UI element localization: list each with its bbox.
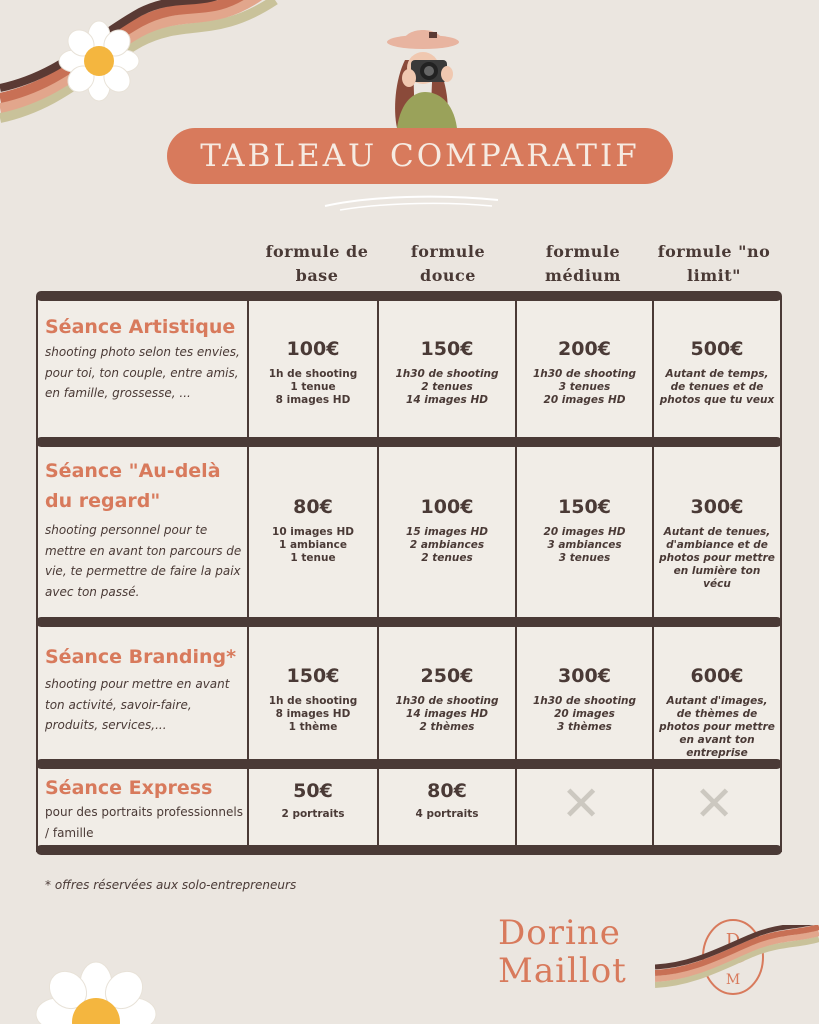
price-cell bbox=[379, 496, 515, 565]
footnote: * offres réservées aux solo-entrepreneurs bbox=[45, 878, 297, 892]
row-title: Séance "Au-delà du regard" bbox=[45, 460, 221, 512]
daisy-flower-icon bbox=[58, 20, 140, 102]
row-divider bbox=[36, 291, 782, 301]
row-title: Séance Branding* bbox=[45, 646, 237, 668]
table-row-au-dela-du-regard bbox=[45, 456, 245, 602]
column-header-douce: formule douce bbox=[410, 242, 486, 285]
row-title: Séance Express bbox=[45, 777, 213, 799]
price-cell bbox=[379, 780, 515, 821]
price-cell bbox=[517, 338, 652, 407]
price-cell bbox=[517, 496, 652, 565]
price-cell bbox=[249, 665, 377, 734]
price-details: 4 portraits bbox=[415, 808, 479, 820]
price-details: 1h de shooting 8 images HD 1 thème bbox=[268, 695, 358, 733]
price-details: 1h de shooting 1 tenue 8 images HD bbox=[268, 368, 358, 406]
price: 150€ bbox=[558, 496, 611, 518]
price: 150€ bbox=[286, 665, 340, 687]
table-border-left bbox=[36, 296, 38, 852]
row-description: shooting personnel pour te mettre en avant ton parcours de vie, te permettre de faire la paix avec ton passé. bbox=[45, 523, 242, 599]
price-details: Autant de temps, de tenues et de photos que tu veux bbox=[659, 368, 775, 406]
price-cell bbox=[379, 338, 515, 407]
price: 50€ bbox=[293, 780, 333, 802]
price-details: 1h30 de shooting 20 images 3 thèmes bbox=[532, 695, 637, 733]
wave-decoration-bottom bbox=[655, 925, 819, 995]
column-header-no-limit: formule "no limit" bbox=[657, 242, 771, 285]
price-cell bbox=[249, 338, 377, 407]
price-details: 10 images HD 1 ambiance 1 tenue bbox=[272, 526, 354, 564]
price: 100€ bbox=[420, 496, 474, 518]
wave-decoration-top bbox=[0, 0, 280, 130]
price-details: 15 images HD 2 ambiances 2 tenues bbox=[406, 526, 488, 564]
column-header-medium: formule médium bbox=[545, 242, 621, 285]
price-details: Autant d'images, de thèmes de photos pour mettre en avant ton entreprise bbox=[659, 695, 775, 759]
price: 150€ bbox=[420, 338, 474, 360]
monogram-letter-bottom: M bbox=[725, 972, 741, 988]
unavailable-cross-icon: ✕ bbox=[561, 776, 602, 832]
price-details: 1h30 de shooting 2 tenues 14 images HD bbox=[395, 368, 499, 406]
price: 500€ bbox=[690, 338, 744, 360]
row-divider bbox=[36, 845, 782, 855]
price: 600€ bbox=[690, 665, 744, 687]
price-cell bbox=[654, 496, 780, 591]
column-header-base: formule de base bbox=[265, 242, 369, 285]
unavailable-cross-icon: ✕ bbox=[694, 776, 735, 832]
price-cell bbox=[249, 780, 377, 821]
page-title: TABLEAU COMPARATIF bbox=[200, 138, 640, 174]
row-description: shooting pour mettre en avant ton activité, savoir-faire, produits, services,... bbox=[45, 677, 230, 732]
price-details: 20 images HD 3 ambiances 3 tenues bbox=[543, 526, 626, 564]
row-divider bbox=[36, 759, 782, 769]
swash-decoration bbox=[320, 190, 500, 212]
title-banner bbox=[167, 128, 673, 184]
price: 250€ bbox=[420, 665, 474, 687]
price: 100€ bbox=[286, 338, 340, 360]
price-cell bbox=[517, 665, 652, 734]
row-description: shooting photo selon tes envies, pour toi, ton couple, entre amis, en famille, grossesse, ... bbox=[45, 345, 240, 400]
row-title: Séance Artistique bbox=[45, 316, 236, 338]
price: 300€ bbox=[690, 496, 744, 518]
table-row-express bbox=[45, 774, 245, 843]
brand-logo bbox=[498, 914, 627, 990]
monogram-letter-top: D bbox=[725, 930, 741, 951]
daisy-flower-icon bbox=[34, 960, 158, 1024]
price-details: Autant de tenues, d'ambiance et de photos pour mettre en lumière ton vécu bbox=[659, 526, 775, 590]
price: 80€ bbox=[293, 496, 333, 518]
price-details: 1h30 de shooting 3 tenues 20 images HD bbox=[532, 368, 637, 406]
row-divider bbox=[36, 617, 782, 627]
price-cell bbox=[249, 496, 377, 565]
price-details: 1h30 de shooting 14 images HD 2 thèmes bbox=[395, 695, 499, 733]
price-cell bbox=[379, 665, 515, 734]
table-border-right bbox=[780, 296, 782, 852]
row-divider bbox=[36, 437, 782, 447]
price-cell bbox=[654, 665, 780, 760]
table-row-branding bbox=[45, 642, 245, 736]
row-description: pour des portraits professionnels / famille bbox=[45, 805, 243, 840]
photographer-illustration bbox=[375, 20, 475, 130]
price: 200€ bbox=[558, 338, 611, 360]
brand-name-line1: Dorine bbox=[498, 913, 621, 953]
price-details: 2 portraits bbox=[281, 808, 345, 820]
price-cell bbox=[654, 338, 780, 407]
price: 80€ bbox=[427, 780, 467, 802]
price: 300€ bbox=[558, 665, 611, 687]
table-row-artistique bbox=[45, 312, 245, 404]
brand-name-line2: Maillot bbox=[498, 951, 627, 991]
